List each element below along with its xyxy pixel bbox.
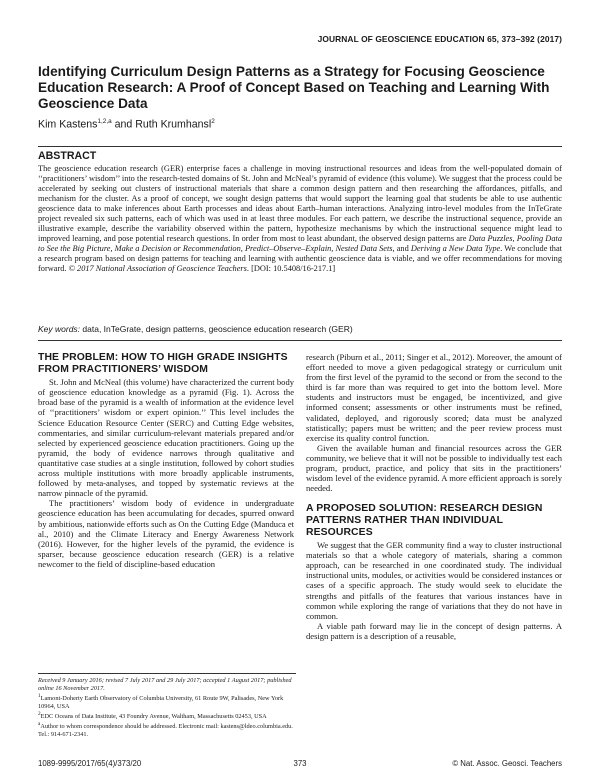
page-number: 373 bbox=[293, 759, 307, 768]
author-affiliation-marker: 2 bbox=[211, 118, 215, 125]
abstract-top-rule bbox=[38, 146, 562, 147]
article-title: Identifying Curriculum Design Patterns as a Strategy for Focusing Geoscience Education Research: A Proof of Concept Based on Teaching and Learning With Geoscience Data bbox=[38, 64, 550, 112]
body-paragraph: Given the available human and financial resources across the GER community, we believe that it will not be possible to individually test each program, product, practice, and policy that sits in the practitioners’ wisdom level of the evidence pyramid. A more efficient approach is sorely needed. bbox=[306, 442, 562, 494]
received-dates: Received 9 January 2016; revised 7 July 2017 and 29 July 2017; accepted 1 August 2017; published online 16 November 2017. bbox=[38, 677, 292, 692]
abstract-text: The geoscience education research (GER) enterprise faces a challenge in moving instructional resources and ideas from the well-populated domain of ‘‘practitioners’ wisdom’’ into the research-tested domains of St. John and McNeal’s pyramid of evidence (this volume). We suggest that the process could be accelerated by seeking out clusters of instructional materials that share a common design pattern and then researching the affordances, pitfalls, and mechanism for the cluster. As a proof of concept, we sought design patterns that would support the learning goal that students be able to use authentic geoscience data to make inferences about Earth processes and ideas about Earth–human interactions. Analyzing intro-level modules from the InTeGrate project revealed six such patterns, each of which was used in at least three modules. For each pattern, we describe the instructional sequence, provide an illustrative example, describe the variability observed within the pattern, hypothesize mechanisms by which the instructional sequence might lead to improved learning, and pose potential research questions. In order from most to least abundant, the observed design patterns are Data Puzzles, Pooling Data to See the Big Picture, Make a Decision or Recommendation, Predict–Observe–Explain, Nested Data Sets, and Deriving a New Data Type. We conclude that a research program based on design patterns for teaching and learning with authentic geoscience data is viable, and we offer recommendations for moving forward. © 2017 National Association of Geoscience Teachers. [DOI: 10.5408/16-217.1] bbox=[38, 164, 563, 273]
author-list bbox=[38, 118, 215, 131]
body-paragraph: The practitioners’ wisdom body of evidence in undergraduate geoscience education has been accumulating for decades, spurred onward by ambitious, nationwide efforts such as On the Cutting Edge (Manduca et al., 2010) and the Climate Literacy and Energy Awareness Network (2016). However, for the higher levels of the pyramid, the evidence is sparser, because geoscience education research (GER) is a relative newcomer to the field of discipline-based education bbox=[38, 498, 294, 569]
footer-issn: 1089-9995/2017/65(4)/373/20 bbox=[38, 759, 142, 768]
author-name: Kim Kastens bbox=[38, 118, 98, 131]
author-affiliation-marker: 1,2,a bbox=[97, 118, 112, 125]
footnotes bbox=[38, 673, 296, 739]
body-paragraph: A viable path forward may lie in the concept of design patterns. A design pattern is a description of a reusable, bbox=[306, 620, 562, 641]
footnote: $^1$Lamont-Doherty Earth Observatory of Columbia University, 61 Route 9W, Palisades, New York 10964, USA bbox=[38, 692, 284, 710]
abstract-heading: ABSTRACT bbox=[38, 150, 97, 162]
section-heading: THE PROBLEM: HOW TO HIGH GRADE INSIGHTS FROM PRACTITIONERS’ WISDOM bbox=[38, 352, 288, 375]
author-name: Ruth Krumhansl bbox=[135, 118, 212, 131]
body-paragraph: research (Piburn et al., 2011; Singer et al., 2012). Moreover, the amount of effort needed to move a given pedagogical strategy or curriculum unit from the first level of the pyramid to the second or from the second to the third is far more than was required to get into the bottom level. More students and instructors must be engaged, be incentivized, and give informed consent; assessments or other instruments must be refined, validated, deployed, and rigorously scored; data must be analyzed statistically; papers must be written; and the peer review process must exercise its quality control function. bbox=[306, 352, 562, 443]
body-paragraph: St. John and McNeal (this volume) have characterized the current body of geoscience education knowledge as a pyramid (Fig. 1). Across the broad base of the pyramid is a wealth of information at the evidence level of ‘‘practitioners’ wisdom or expert opinion.’’ This level includes the Science Education Resource Center (SERC) and Cutting Edge websites, commentaries, and similar curriculum-relevant materials prepared and/or selected by experienced geoscience education practitioners. Going up the pyramid, the body of evidence narrows through qualitative and quantitative case studies at a single institution, followed by cohort studies across multiple institutions with more broadly applicable instruments, followed by meta-analyses, and topped by systematic reviews at the narrow pinnacle of the pyramid. bbox=[38, 377, 294, 499]
footnote: $^2$EDC Oceans of Data Institute, 43 Foundry Avenue, Waltham, Massachusetts 02453, USA bbox=[38, 710, 267, 720]
journal-header: JOURNAL OF GEOSCIENCE EDUCATION 65, 373–392 (2017) bbox=[317, 34, 562, 44]
abstract-bottom-rule bbox=[38, 340, 562, 341]
copyright-notice: © 2017 National Association of Geoscience Teachers bbox=[68, 263, 247, 273]
left-column bbox=[38, 352, 294, 569]
body-paragraph: We suggest that the GER community find a way to cluster instructional materials so that a whole category of materials, sharing a common approach, can be researched in one coordinated study. The individual instructional units, modules, or activities would be considered instances or cases of a specific approach. The study would seek to elucidate the strengths and pitfalls of the features that various instances have in common while exploring the range of variations that they do not have in common. bbox=[306, 540, 562, 621]
doi: . [DOI: 10.5408/16-217.1] bbox=[246, 263, 336, 273]
keywords-value: data, InTeGrate, design patterns, geoscience education research (GER) bbox=[80, 324, 353, 334]
footnote: $^a$Author to whom correspondence should be addressed. Electronic mail: kastens@ldeo.columbia.edu. Tel.: 914-671-2341. bbox=[38, 720, 293, 738]
author-conjunction: and bbox=[111, 118, 136, 131]
right-column bbox=[306, 352, 562, 641]
keywords bbox=[38, 324, 353, 334]
section-heading: A PROPOSED SOLUTION: RESEARCH DESIGN PATTERNS RATHER THAN INDIVIDUAL RESOURCES bbox=[306, 503, 543, 538]
keywords-label: Key words: bbox=[38, 324, 81, 334]
footer-copyright: © Nat. Assoc. Geosci. Teachers bbox=[452, 759, 562, 768]
